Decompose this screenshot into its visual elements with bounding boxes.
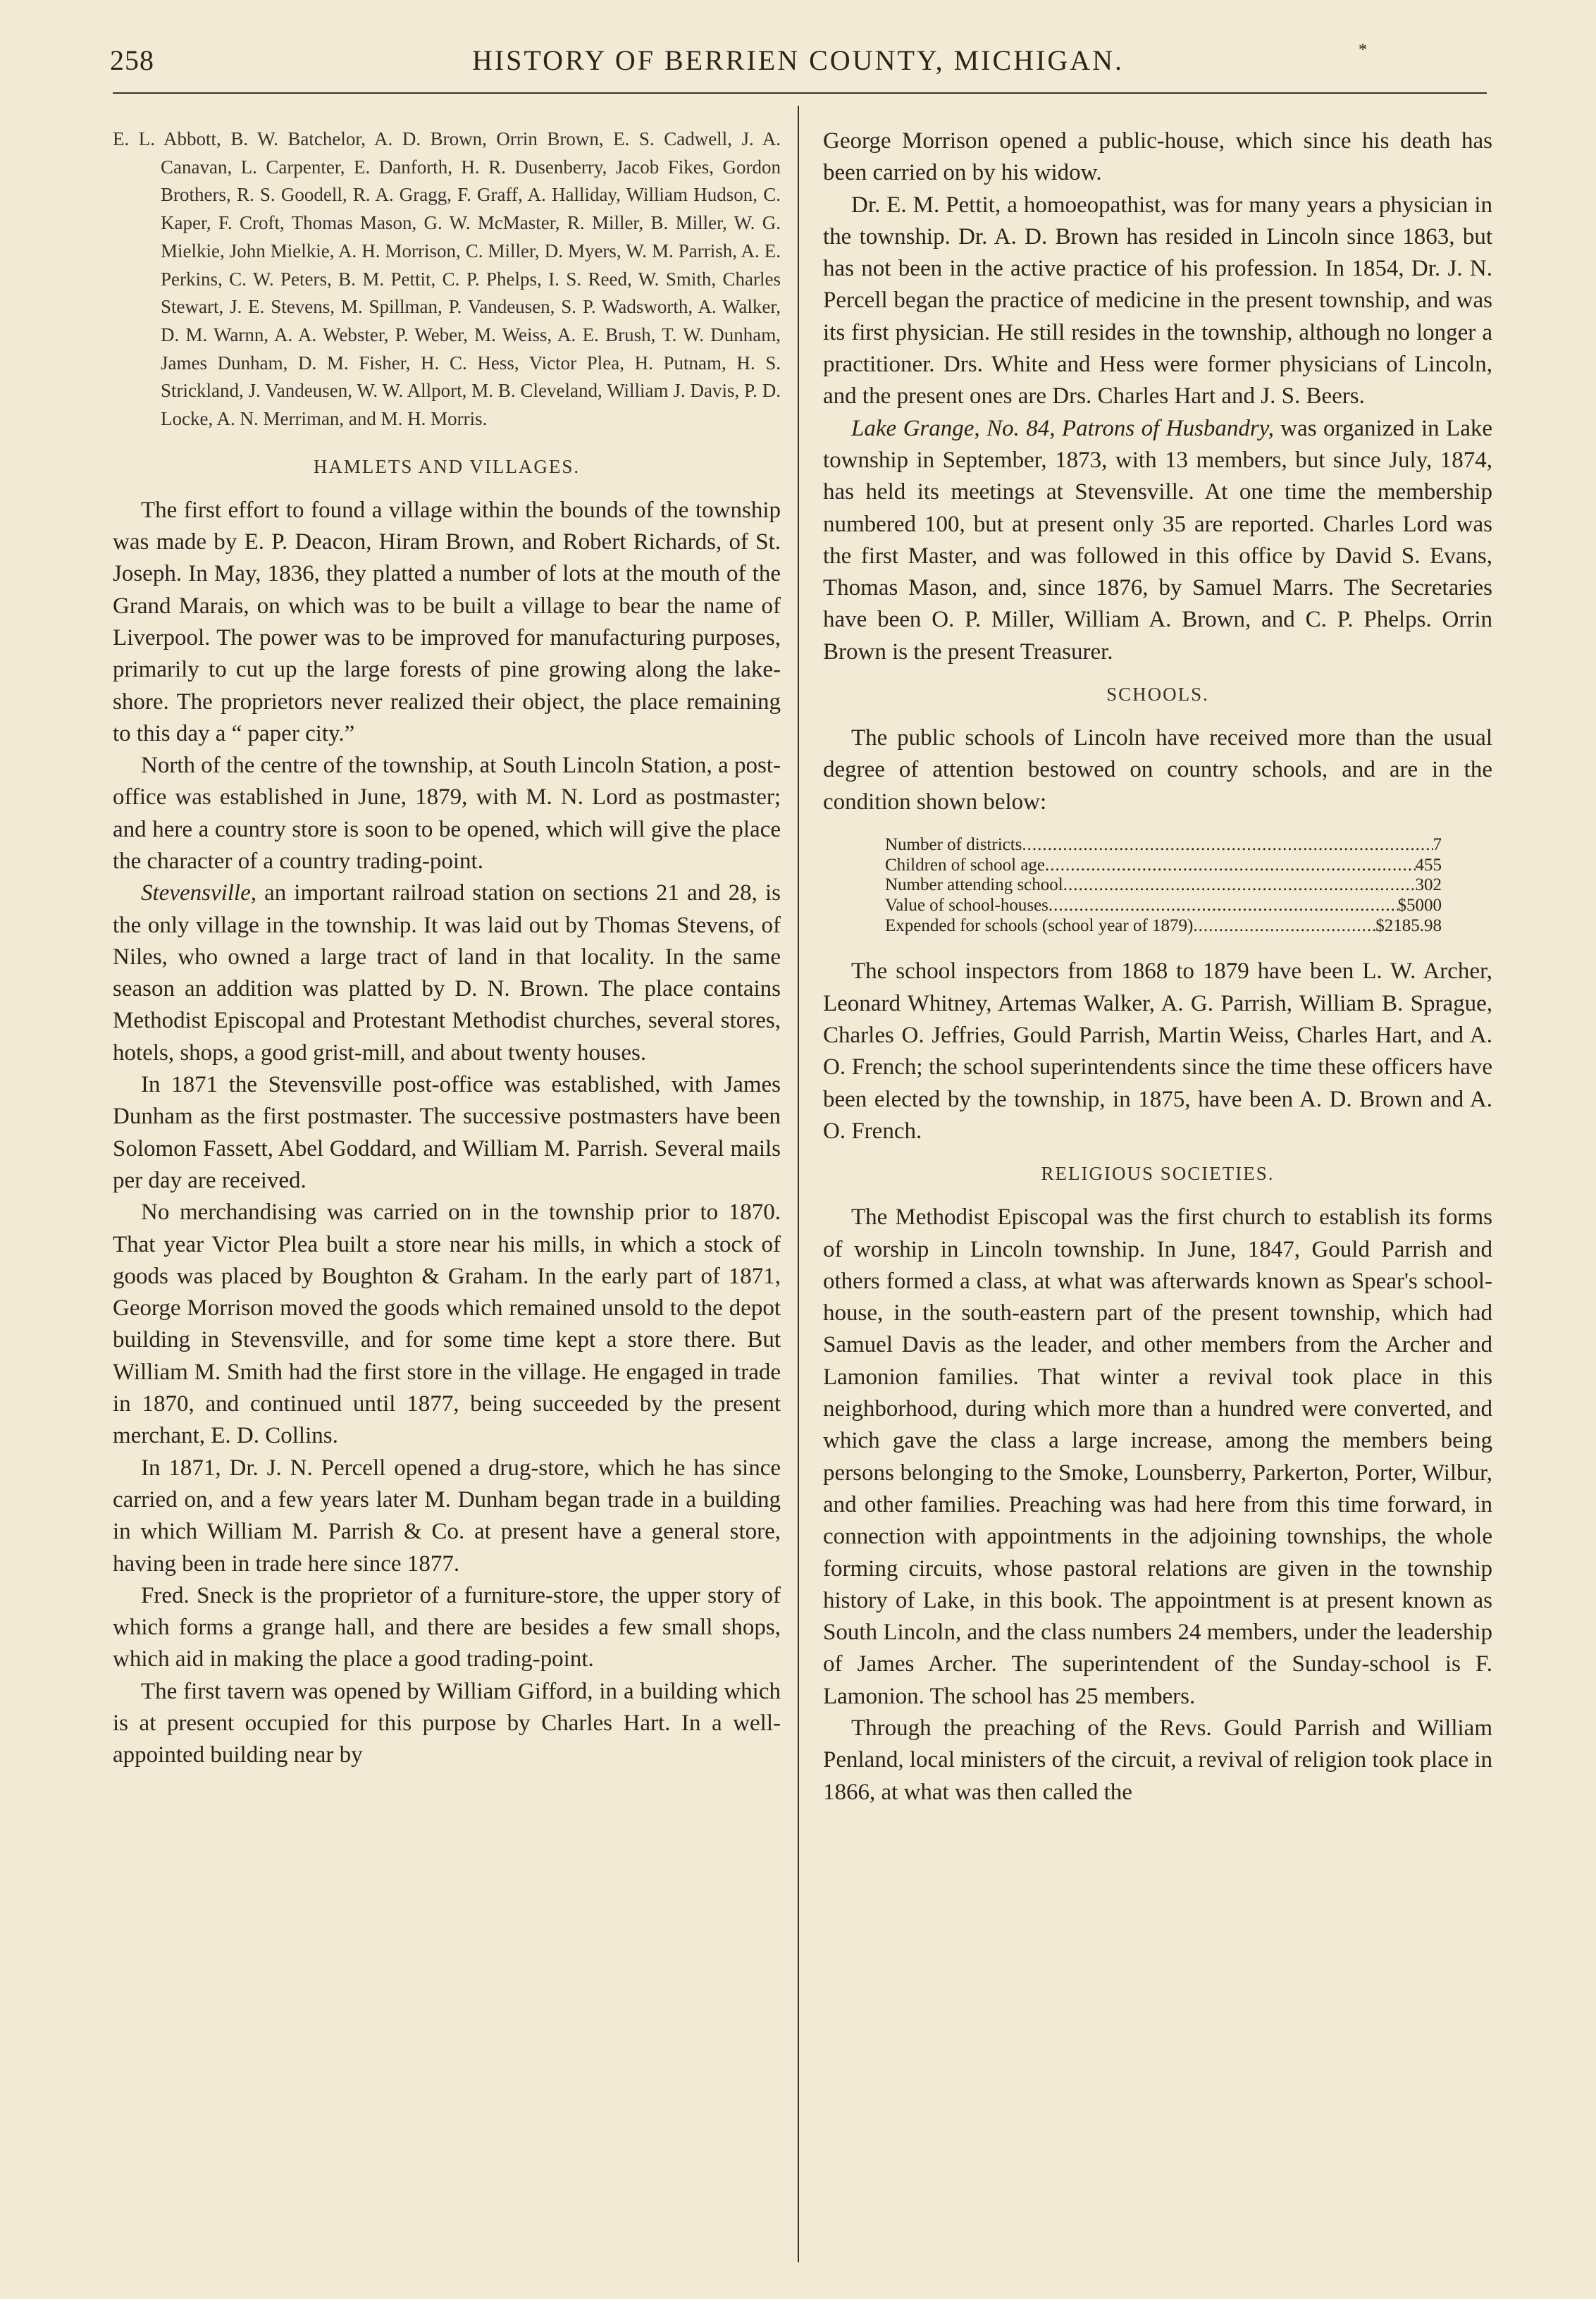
paragraph-stevensville	[113, 877, 781, 1069]
table-row-label: Value of school-houses	[885, 896, 1048, 916]
paragraph-methodist-episcopal: The Methodist Episcopal was the first church to establish its forms of worship in Lincoln township. In June, 1847, Gould Parrish and others formed a class, at what was afterwards known as Spear's school-house, in the south-eastern part of the present township, which had Samuel Davis as the leader, and other members from the Archer and Lamonion families. That winter a revival took place in this neighborhood, during which more than a hundred were converted, and which gave the class a large increase, among the members being persons belonging to the Smoke, Lounsberry, Parkerton, Porter, Wilbur, and other families. Preaching was had here from this time forward, in connection with appointments in the adjoining townships, the whole forming circuits, whose pastoral relations are given in the township history of Lake, in this book. The appointment is at present known as South Lincoln, and the class numbers 24 members, under the leadership of James Archer. The superintendent of the Sunday-school is F. Lamonion. The school has 25 members.	[823, 1204, 1492, 1709]
table-row-value: 455	[1415, 855, 1442, 875]
table-row-label: Number of districts	[885, 834, 1022, 854]
paragraph-revival-1866: Through the preaching of the Revs. Gould Parrish and William Penland, local ministers of the circuit, a revival of religion took place in 1866, at what was then called the	[823, 1715, 1492, 1805]
table-row	[885, 875, 1442, 896]
leader-dots	[1022, 835, 1433, 856]
heading-hamlets-villages: HAMLETS AND VILLAGES.	[313, 455, 581, 477]
right-column	[823, 125, 1492, 1808]
running-header	[0, 44, 1596, 86]
paragraph-liverpool: The first effort to found a village within the bounds of the township was made by E. P. Deacon, Hiram Brown, and Robert Richards, of St. Joseph. In May, 1836, they platted a number of lots at the mouth of the Grand Marais, on which was to be built a village to bear the name of Liverpool. The power was to be improved for manufacturing purposes, primarily to cut up the large forests of pine growing along the lake-shore. The proprietors never realized their object, the place remaining to this day a “ paper city.”	[113, 497, 781, 746]
table-row	[885, 835, 1442, 856]
left-column	[113, 125, 781, 1772]
page-number: 258	[110, 44, 154, 76]
table-row	[885, 896, 1442, 916]
table-row-label: Number attending school	[885, 875, 1063, 895]
header-rule	[113, 92, 1487, 94]
lake-grange-text: was organized in Lake township in September, 1873, with 13 members, but since July, 1874, has held its meetings at Stevensville. At one time the membership numbered 100, but at present only 35 are reported. Charles Lord was the first Master, and was followed in this office by David S. Evans, Thomas Mason, and, since 1876, by Samuel Marrs. The Secretaries have been O. P. Miller, William A. Brown, and C. P. Phelps. Orrin Brown is the present Treasurer.	[823, 415, 1492, 665]
table-row-value: $5000	[1397, 896, 1442, 916]
leader-dots	[1048, 896, 1398, 916]
paragraph-drug-store: In 1871, Dr. J. N. Percell opened a drug-store, which he has since carried on, and a few years later M. Dunham began trade in a building in which William M. Parrish & Co. at present have a general store, having been in trade here since 1877.	[113, 1455, 781, 1577]
running-title: HISTORY OF BERRIEN COUNTY, MICHIGAN.	[471, 44, 1125, 76]
stevensville-title: Stevensville,	[141, 880, 257, 906]
table-row	[885, 916, 1442, 937]
leader-dots	[1045, 856, 1415, 876]
paragraph-tavern: The first tavern was opened by William Gifford, in a building which is at present occupied for this purpose by Charles Hart. In a well-appointed building near by	[113, 1678, 781, 1768]
paragraph-merchandising: No merchandising was carried on in the township prior to 1870. That year Victor Plea built a store near his mills, in which a stock of goods was placed by Boughton & Graham. In the early part of 1871, George Morrison moved the goods which remained unsold to the depot building in Stevensville, and for some time kept a store there. But William M. Smith had the first store in the village. He engaged in trade in 1870, and continued until 1877, being succeeded by the present merchant, E. D. Collins.	[113, 1200, 781, 1449]
column-divider	[798, 106, 799, 2262]
lake-grange-title: Lake Grange, No. 84, Patrons of Husbandry,	[851, 415, 1274, 441]
heading-schools: SCHOOLS.	[1106, 684, 1209, 705]
paragraph-lake-grange	[823, 413, 1492, 668]
stevensville-text: an important railroad station on sections 21 and 28, is the only village in the township. It was laid out by Thomas Stevens, of Niles, who owned a large tract of land in that locality. In the same season an addition was platted by D. N. Brown. The place contains Methodist Episcopal and Protestant Methodist churches, several stores, hotels, shops, a good grist-mill, and about twenty houses.	[113, 880, 781, 1066]
schools-table	[885, 835, 1442, 937]
paragraph-furniture-store: Fred. Sneck is the proprietor of a furniture-store, the upper story of which forms a grange hall, and there are besides a few small shops, which aid in making the place a good trading-point.	[113, 1582, 781, 1672]
leader-dots	[1193, 916, 1375, 937]
heading-religious-societies: RELIGIOUS SOCIETIES.	[1041, 1163, 1275, 1185]
names-list: E. L. Abbott, B. W. Batchelor, A. D. Brown, Orrin Brown, E. S. Cadwell, J. A. Canavan, L. Carpenter, E. Danforth, H. R. Dusenberry, Jacob Fikes, Gordon Brothers, R. S. Goodell, R. A. Gragg, F. Graff, A. Halliday, William Hudson, C. Kaper, F. Croft, Thomas Mason, G. W. McMaster, R. Miller, B. Miller, W. G. Mielkie, John Mielkie, A. H. Morrison, C. Miller, D. Myers, W. M. Parrish, A. E. Perkins, C. W. Peters, B. M. Pettit, C. P. Phelps, I. S. Reed, W. Smith, Charles Stewart, J. E. Stevens, M. Spillman, P. Vandeusen, S. P. Wadsworth, A. Walker, D. M. Warnn, A. A. Webster, P. Weber, M. Weiss, A. E. Brush, T. W. Dunham, James Dunham, D. M. Fisher, H. C. Hess, Victor Plea, H. Putnam, H. S. Strickland, J. Vandeusen, W. W. Allport, M. B. Cleveland, William J. Davis, P. D. Locke, A. N. Merriman, and M. H. Morris.	[113, 128, 781, 430]
paragraph-schools-intro: The public schools of Lincoln have received more than the usual degree of attention bestowed on country schools, and are in the condition shown below:	[823, 725, 1492, 815]
leader-dots	[1063, 875, 1416, 896]
paragraph-physicians: Dr. E. M. Pettit, a homoeopathist, was for many years a physician in the township. Dr. A. D. Brown has resided in Lincoln since 1863, but has not been in the active practice of his profession. In 1854, Dr. J. N. Percell began the practice of medicine in the present township, and was its first physician. He still resides in the township, although no longer a practitioner. Drs. White and Hess were former physicians of Lincoln, and the present ones are Drs. Charles Hart and J. S. Beers.	[823, 192, 1492, 409]
table-row-label: Expended for schools (school year of 1879)	[885, 916, 1194, 935]
table-row-value: $2185.98	[1375, 916, 1442, 935]
margin-mark: *	[1359, 41, 1367, 59]
paragraph-public-house: George Morrison opened a public-house, which since his death has been carried on by his widow.	[823, 128, 1492, 186]
paragraph-school-inspectors: The school inspectors from 1868 to 1879 have been L. W. Archer, Leonard Whitney, Artemas Walker, A. G. Parrish, William B. Sprague, Charles O. Jeffries, Gould Parrish, Martin Weiss, Charles Hart, and A. O. French; the school superintendents since the time these officers have been elected by the township, in 1875, have been A. D. Brown and A. O. French.	[823, 959, 1492, 1144]
paragraph-south-lincoln: North of the centre of the township, at South Lincoln Station, a post-office was established in June, 1879, with M. N. Lord as postmaster; and here a country store is soon to be opened, which will give the place the character of a country trading-point.	[113, 753, 781, 874]
table-row-label: Children of school age	[885, 855, 1046, 875]
table-row-value: 302	[1415, 875, 1442, 895]
table-row-value: 7	[1433, 834, 1442, 854]
table-row	[885, 856, 1442, 876]
paragraph-post-office: In 1871 the Stevensville post-office was established, with James Dunham as the first postmaster. The successive postmasters have been Solomon Fassett, Abel Goddard, and William M. Parrish. Several mails per day are received.	[113, 1072, 781, 1193]
